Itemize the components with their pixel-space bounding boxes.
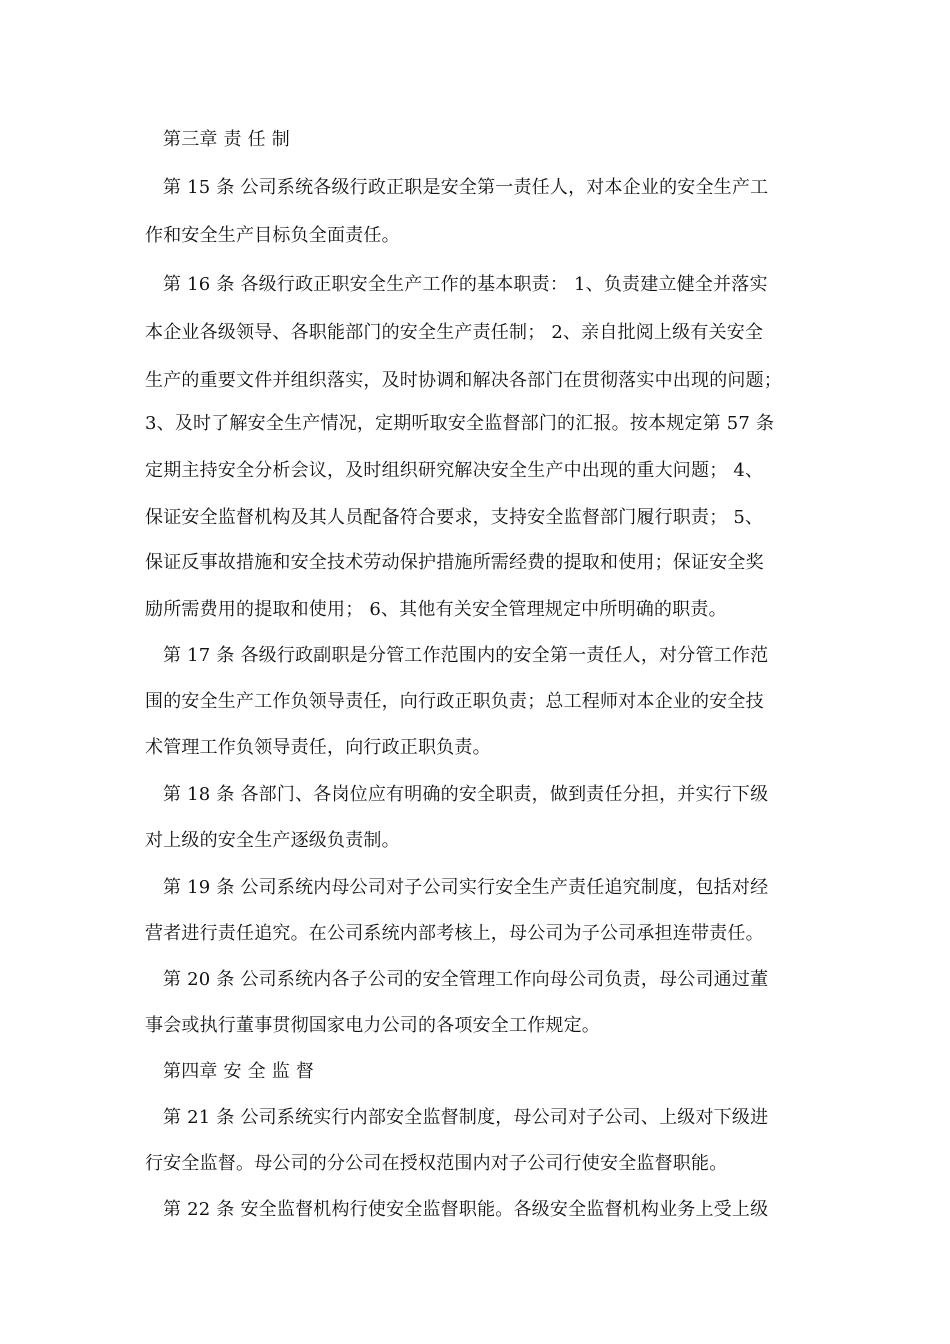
article-21-line-2: 行安全监督。母公司的分公司在授权范围内对子公司行使安全监督职能。 xyxy=(145,1153,728,1174)
article-18-line-1: 第 18 条 各部门、各岗位应有明确的安全职责，做到责任分担，并实行下级 xyxy=(163,784,769,805)
article-16-line-4: 3、及时了解安全生产情况，定期听取安全监督部门的汇报。按本规定第 57 条 xyxy=(145,413,775,434)
article-20-line-2: 事会或执行董事贯彻国家电力公司的各项安全工作规定。 xyxy=(145,1015,600,1036)
article-17-line-2: 围的安全生产工作负领导责任，向行政正职负责；总工程师对本企业的安全技 xyxy=(145,691,764,712)
article-17-line-1: 第 17 条 各级行政副职是分管工作范围内的安全第一责任人，对分管工作范 xyxy=(163,645,769,666)
article-16-line-7: 保证反事故措施和安全技术劳动保护措施所需经费的提取和使用；保证安全奖 xyxy=(145,552,764,573)
article-17-line-3: 术管理工作负领导责任，向行政正职负责。 xyxy=(145,737,491,758)
article-16-line-2: 本企业各级领导、各职能部门的安全生产责任制； 2、亲自批阅上级有关安全 xyxy=(145,322,764,343)
article-15-line-2: 作和安全生产目标负全面责任。 xyxy=(145,225,400,246)
article-16-line-5: 定期主持安全分析会议，及时组织研究解决安全生产中出现的重大问题； 4、 xyxy=(145,460,764,481)
article-16-line-6: 保证安全监督机构及其人员配备符合要求，支持安全监督部门履行职责； 5、 xyxy=(145,507,764,528)
article-20-line-1: 第 20 条 公司系统内各子公司的安全管理工作向母公司负责，母公司通过董 xyxy=(163,969,769,990)
article-21-line-1: 第 21 条 公司系统实行内部安全监督制度，母公司对子公司、上级对下级进 xyxy=(163,1107,769,1128)
article-16-line-1: 第 16 条 各级行政正职安全生产工作的基本职责： 1、负责建立健全并落实 xyxy=(163,274,768,295)
article-15-line-1: 第 15 条 公司系统各级行政正职是安全第一责任人，对本企业的安全生产工 xyxy=(163,177,769,198)
chapter-4-heading: 第四章 安 全 监 督 xyxy=(163,1061,315,1082)
article-18-line-2: 对上级的安全生产逐级负责制。 xyxy=(145,830,400,851)
article-16-line-3: 生产的重要文件并组织落实，及时协调和解决各部门在贯彻落实中出现的问题； xyxy=(145,370,782,391)
article-19-line-1: 第 19 条 公司系统内母公司对子公司实行安全生产责任追究制度，包括对经 xyxy=(163,877,769,898)
article-22-line-1: 第 22 条 安全监督机构行使安全监督职能。各级安全监督机构业务上受上级 xyxy=(163,1199,769,1220)
chapter-3-heading: 第三章 责 任 制 xyxy=(163,129,290,150)
article-19-line-2: 营者进行责任追究。在公司系统内部考核上，母公司为子公司承担连带责任。 xyxy=(145,923,764,944)
article-16-line-8: 励所需费用的提取和使用； 6、其他有关安全管理规定中所明确的职责。 xyxy=(145,599,727,620)
